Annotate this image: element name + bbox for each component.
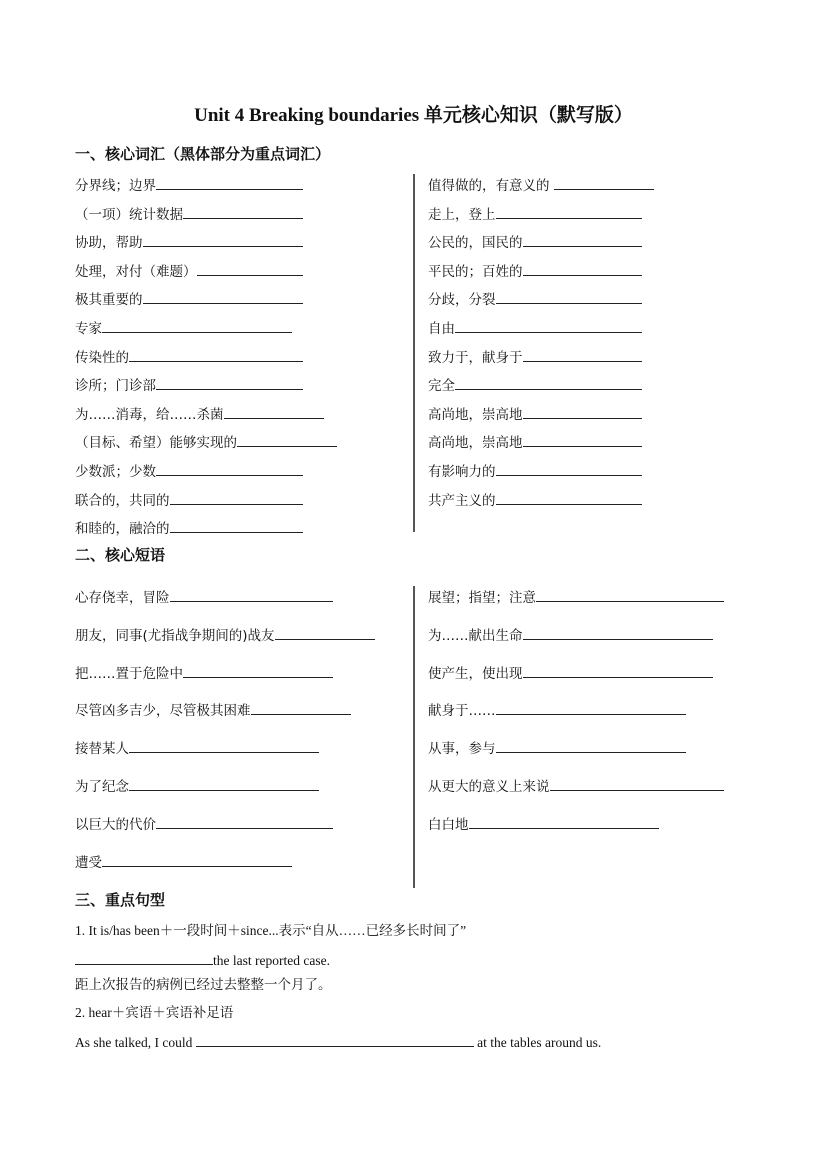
answer-blank[interactable] [455, 375, 642, 390]
fill-in-row [75, 738, 319, 758]
term-label: 分歧，分裂 [428, 292, 496, 309]
fill-in-row [428, 404, 642, 424]
term-label: 分界线；边界 [75, 178, 156, 194]
fill-in-row [428, 738, 686, 758]
fill-in-row [75, 232, 303, 252]
fill-in-row [428, 587, 724, 607]
answer-blank[interactable] [251, 700, 351, 715]
fill-in-row [75, 318, 292, 338]
answer-blank[interactable] [523, 404, 642, 419]
answer-blank[interactable] [102, 318, 292, 333]
fill-in-row [75, 700, 351, 720]
fill-in-row [428, 490, 642, 510]
column-divider-vocab [413, 174, 415, 532]
answer-blank[interactable] [469, 814, 659, 829]
answer-blank[interactable] [196, 1032, 474, 1047]
answer-blank[interactable] [536, 587, 724, 602]
fill-in-row [75, 852, 292, 872]
term-label: 高尚地，崇高地 [428, 406, 523, 423]
fill-in-row [75, 347, 303, 367]
answer-blank[interactable] [550, 776, 724, 791]
answer-blank[interactable] [275, 625, 375, 640]
term-label: 为了纪念 [75, 779, 129, 795]
answer-blank[interactable] [75, 950, 213, 965]
term-label: 献身于…… [428, 703, 496, 720]
term-label: 联合的，共同的 [75, 492, 170, 509]
term-label: 为……献出生命 [428, 627, 523, 644]
answer-blank[interactable] [143, 232, 303, 247]
sentence-prefix: As she talked, I could [75, 1035, 196, 1050]
term-label: 处理，对付（难题） [75, 263, 197, 280]
fill-in-row [428, 776, 724, 796]
fill-in-row [75, 625, 375, 645]
term-label: 专家 [75, 321, 102, 337]
pattern-1-sentence [75, 950, 330, 970]
fill-in-row [75, 776, 319, 796]
answer-blank[interactable] [143, 289, 303, 304]
answer-blank[interactable] [224, 404, 324, 419]
term-label: 有影响力的 [428, 464, 496, 480]
fill-in-row [75, 432, 337, 452]
answer-blank[interactable] [170, 518, 303, 533]
answer-blank[interactable] [156, 175, 303, 190]
fill-in-row [75, 204, 303, 224]
term-label: 公民的，国民的 [428, 235, 523, 252]
fill-in-row [428, 625, 713, 645]
term-label: 把……置于危险中 [75, 665, 183, 682]
answer-blank[interactable] [455, 318, 642, 333]
pattern-1-label: 1. It is/has been＋一段时间＋since...表示“自从……已经多长时间了” [75, 923, 467, 938]
answer-blank[interactable] [496, 738, 686, 753]
fill-in-row [75, 175, 303, 195]
sentence-text: the last reported case. [213, 953, 330, 968]
answer-blank[interactable] [197, 261, 303, 276]
term-label: 高尚地，崇高地 [428, 435, 523, 452]
fill-in-row [428, 289, 642, 309]
fill-in-row [75, 404, 324, 424]
answer-blank[interactable] [496, 204, 642, 219]
term-label: 从更大的意义上来说 [428, 779, 550, 795]
answer-blank[interactable] [523, 663, 713, 678]
term-label: 为……消毒，给……杀菌 [75, 406, 224, 423]
fill-in-row [428, 204, 642, 224]
term-label: 平民的；百姓的 [428, 263, 523, 280]
section-heading-phrases: 二、核心短语 [75, 546, 166, 564]
answer-blank[interactable] [523, 261, 642, 276]
fill-in-row [75, 490, 303, 510]
answer-blank[interactable] [170, 490, 303, 505]
term-label: 和睦的，融洽的 [75, 521, 170, 538]
answer-blank[interactable] [183, 663, 333, 678]
pattern-2-sentence [75, 1032, 601, 1052]
term-label: （目标、希望）能够实现的 [75, 435, 237, 452]
fill-in-row [428, 375, 642, 395]
answer-blank[interactable] [102, 852, 292, 867]
fill-in-row [75, 814, 333, 834]
term-label: 少数派；少数 [75, 464, 156, 480]
fill-in-row [428, 318, 642, 338]
column-divider-phrases [413, 586, 415, 888]
pattern-2-label: 2. hear＋宾语＋宾语补足语 [75, 1005, 234, 1020]
answer-blank[interactable] [129, 347, 303, 362]
fill-in-row [428, 814, 659, 834]
fill-in-row [428, 347, 642, 367]
term-label: 走上，登上 [428, 206, 496, 223]
term-label: 接替某人 [75, 741, 129, 758]
term-label: 自由 [428, 321, 455, 337]
term-label: 传染性的 [75, 349, 129, 366]
term-label: 使产生，使出现 [428, 665, 523, 682]
fill-in-row [428, 700, 686, 720]
answer-blank[interactable] [156, 375, 303, 390]
answer-blank[interactable] [156, 461, 303, 476]
answer-blank[interactable] [496, 490, 642, 505]
fill-in-row [75, 261, 303, 281]
term-label: 遭受 [75, 854, 102, 871]
answer-blank[interactable] [129, 738, 319, 753]
term-label: 白白地 [428, 816, 469, 833]
answer-blank[interactable] [523, 432, 642, 447]
answer-blank[interactable] [183, 204, 303, 219]
answer-blank[interactable] [523, 232, 642, 247]
fill-in-row [428, 432, 642, 452]
fill-in-row [75, 518, 303, 538]
answer-blank[interactable] [237, 432, 337, 447]
term-label: 以巨大的代价 [75, 816, 156, 833]
term-label: 诊所；门诊部 [75, 378, 156, 395]
term-label: （一项）统计数据 [75, 206, 183, 223]
answer-blank[interactable] [170, 587, 333, 602]
term-label: 完全 [428, 378, 455, 395]
fill-in-row [428, 663, 713, 683]
fill-in-row [75, 663, 333, 683]
term-label: 朋友，同事(尤指战争期间的)战友 [75, 627, 275, 644]
term-label: 协助，帮助 [75, 235, 143, 252]
fill-in-row [428, 175, 654, 195]
sentence-suffix: at the tables around us. [473, 1035, 602, 1050]
fill-in-row [428, 261, 642, 281]
term-label: 展望；指望；注意 [428, 590, 536, 606]
term-label: 极其重要的 [75, 292, 143, 309]
answer-blank[interactable] [156, 814, 333, 829]
term-label: 尽管凶多吉少，尽管极其困难 [75, 703, 251, 720]
answer-blank[interactable] [554, 175, 654, 190]
term-label: 致力于，献身于 [428, 349, 523, 366]
answer-blank[interactable] [129, 776, 319, 791]
section-heading-sentences: 三、重点句型 [75, 891, 166, 909]
fill-in-row [75, 587, 333, 607]
answer-blank[interactable] [523, 625, 713, 640]
answer-blank[interactable] [523, 347, 642, 362]
fill-in-row [75, 375, 303, 395]
answer-blank[interactable] [496, 461, 642, 476]
term-label: 共产主义的 [428, 492, 496, 509]
pattern-1-translation: 距上次报告的病例已经过去整整一个月了。 [75, 977, 332, 993]
section-heading-vocab: 一、核心词汇（黑体部分为重点词汇） [75, 145, 331, 163]
term-label: 值得做的，有意义的 [428, 178, 554, 194]
page-title: Unit 4 Breaking boundaries 单元核心知识（默写版） [194, 105, 633, 126]
fill-in-row [428, 461, 642, 481]
term-label: 心存侥幸，冒险 [75, 590, 170, 606]
term-label: 从事，参与 [428, 741, 496, 758]
fill-in-row [428, 232, 642, 252]
fill-in-row [75, 289, 303, 309]
fill-in-row [75, 461, 303, 481]
answer-blank[interactable] [496, 289, 642, 304]
answer-blank[interactable] [496, 700, 686, 715]
